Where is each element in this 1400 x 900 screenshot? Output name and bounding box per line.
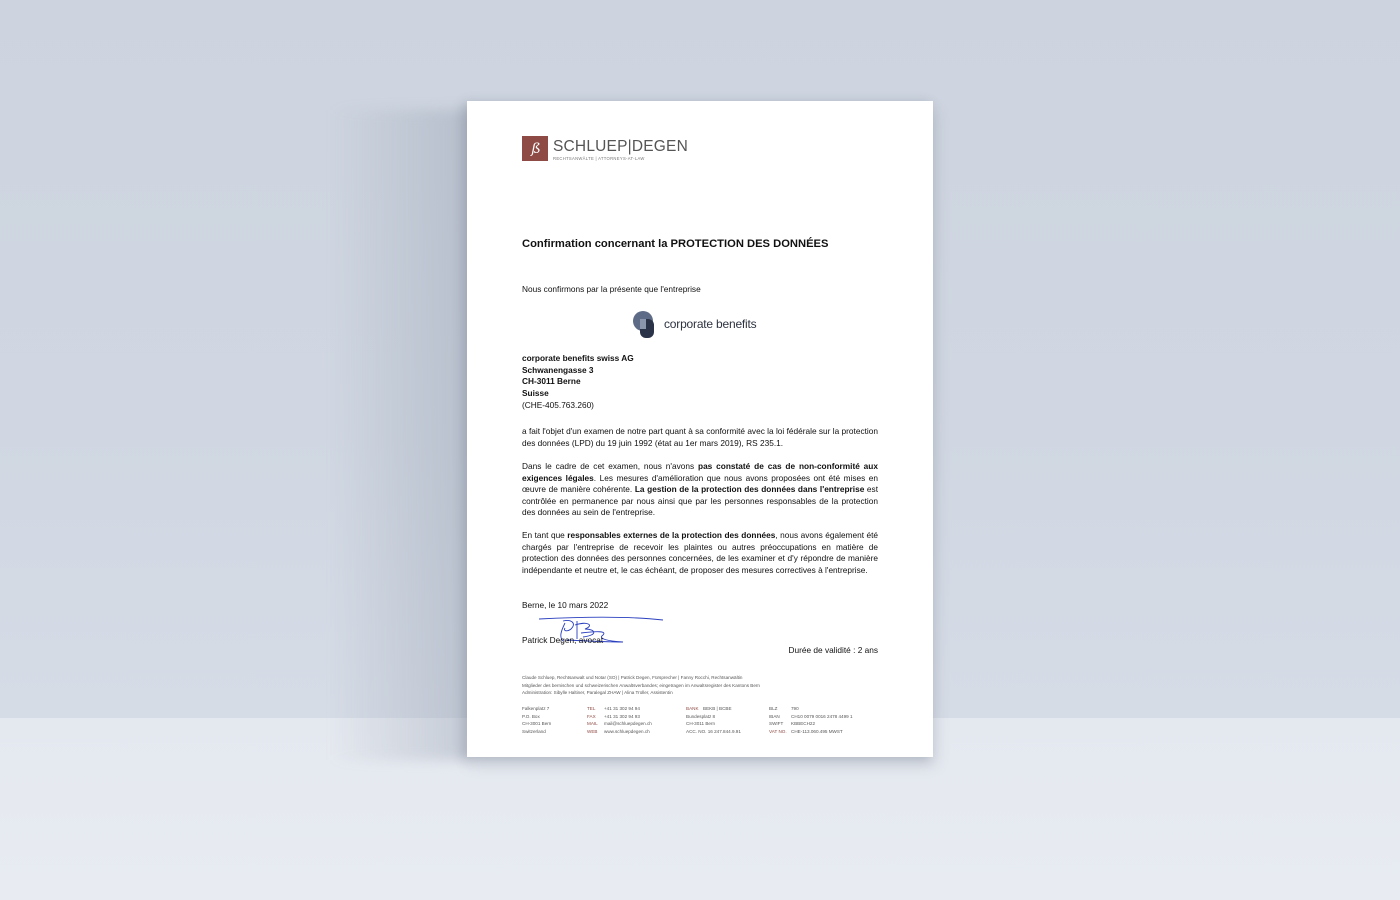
paragraph-2-text: . Les mesures d'amélioration que nous avons proposées ont été mises en œuvre de manière cohérente. bbox=[522, 472, 878, 495]
footer-line: Claude Schluep, Rechtsanwalt und Notar (SO) | Patrick Degen, Fürsprecher | Fanny Rocchi, Rechtsanwältin bbox=[522, 675, 743, 680]
footer-phone: +41 31 302 94 94 bbox=[604, 706, 640, 711]
footer-code-label: IBAN bbox=[769, 713, 780, 719]
footer-code-value: 790 bbox=[791, 706, 799, 711]
company-street: Schwanengasse 3 bbox=[522, 364, 594, 375]
document-page bbox=[467, 101, 933, 757]
footer-contact-label: MAIL bbox=[587, 721, 598, 726]
footer-code-value: CHE-113.060.495 MWST bbox=[791, 728, 843, 734]
signer-name: Patrick Degen, avocat bbox=[522, 635, 604, 645]
footer-line: Mitglieder des bernischen und schweizerischen Anwaltsverbandes; eingetragen im Anwaltsregister des Kantons Bern bbox=[522, 682, 760, 688]
footer-address-line: CH-3001 Bern bbox=[522, 721, 552, 726]
footer-bank bbox=[686, 705, 741, 735]
footer-contact-label: TEL bbox=[587, 706, 596, 711]
paragraph-3-text: En tant que bbox=[522, 530, 568, 540]
firm-subtitle: RECHTSANWÄLTE | ATTORNEYS-AT-LAW bbox=[553, 156, 645, 161]
place-date: Berne, le 10 mars 2022 bbox=[522, 600, 609, 610]
firm-name: SCHLUEP|DEGEN bbox=[553, 138, 688, 155]
document-title: Confirmation concernant la PROTECTION DES DONNÉES bbox=[522, 238, 829, 250]
footer-codes bbox=[769, 705, 853, 735]
footer-code-label: VAT NO. bbox=[769, 728, 787, 734]
paragraph-3 bbox=[522, 530, 878, 576]
company-country: Suisse bbox=[522, 388, 549, 399]
validity: Durée de validité : 2 ans bbox=[788, 645, 878, 655]
footer-address bbox=[522, 705, 551, 735]
footer-contact-label: FAX bbox=[587, 713, 596, 719]
paragraph-3-bold: responsables externes de la protection des données bbox=[567, 530, 776, 540]
footer-line: Administration: Sibylle Haltiner, Paralegal ZHAW | Alina Troller, Assistentin bbox=[522, 690, 673, 695]
footer-code-label: SWIFT bbox=[769, 721, 784, 726]
company-registration: (CHE-405.763.260) bbox=[522, 399, 594, 410]
paragraph-1: a fait l'objet d'un examen de notre part quant à sa conformité avec la loi fédérale sur la protection des données (LPD) du 19 juin 1992 (état au 1er mars 2019), RS 235.1. bbox=[522, 426, 878, 448]
corporate-benefits-logo-icon bbox=[632, 310, 658, 340]
footer-fax: +41 31 302 94 93 bbox=[604, 713, 640, 719]
footer-address-line: P.O. Box bbox=[522, 713, 540, 719]
footer-contact-label: WEB bbox=[587, 728, 598, 734]
footer-bank-name: BEKB | BCBE bbox=[703, 706, 732, 711]
footer-bank-account: ACC. NO. 16 247.844.9.91 bbox=[686, 728, 741, 734]
footer-partners bbox=[522, 674, 760, 697]
footer-contact bbox=[587, 705, 652, 735]
footer-bank-street: Bundesplatz 8 bbox=[686, 713, 716, 719]
paragraph-3-text: , nous avons également été chargés par l'entreprise de recevoir les plaintes ou autres préoccupations en matière de protection des données des personnes concernées, de les examiner et d'y répondre de manière indépendante et neutre et, le cas échéant, de proposer des mesures correctives à l'entreprise. bbox=[522, 530, 879, 575]
paragraph-2-text: est contrôlée en permanence par nous ainsi que par les personnes responsables de la protection des données au sein de l'entreprise. bbox=[522, 484, 878, 518]
company-logo-text: corporate benefits bbox=[664, 317, 757, 331]
company-name: corporate benefits swiss AG bbox=[522, 353, 634, 363]
footer-website: www.schluepdegen.ch bbox=[604, 728, 650, 734]
footer-code-label: BLZ bbox=[769, 706, 778, 711]
footer-address-line: Falkenplatz 7 bbox=[522, 706, 550, 711]
footer-bank-city: CH-3011 Bern bbox=[686, 721, 716, 726]
footer-code-value: CH10 0079 0016 2478 4499 1 bbox=[791, 713, 853, 719]
intro-text: Nous confirmons par la présente que l'entreprise bbox=[522, 284, 701, 294]
footer-address-line: Switzerland bbox=[522, 728, 546, 734]
firm-monogram-icon: ß bbox=[522, 136, 548, 161]
footer-code-value: KBBECH22 bbox=[791, 721, 816, 726]
footer-bank-label: BANK bbox=[686, 706, 699, 711]
paper-shadow bbox=[330, 110, 470, 760]
company-address bbox=[522, 353, 634, 412]
paragraph-2 bbox=[522, 461, 878, 519]
footer-email: mail@schluepdegen.ch bbox=[604, 721, 652, 726]
paragraph-2-text: Dans le cadre de cet examen, nous n'avons bbox=[522, 461, 698, 471]
paragraph-2-bold: pas constaté de cas de non-conformité aux exigences légales bbox=[522, 461, 878, 483]
company-city: CH-3011 Berne bbox=[522, 376, 581, 387]
paragraph-2-bold: La gestion de la protection des données dans l'entreprise bbox=[634, 484, 865, 495]
